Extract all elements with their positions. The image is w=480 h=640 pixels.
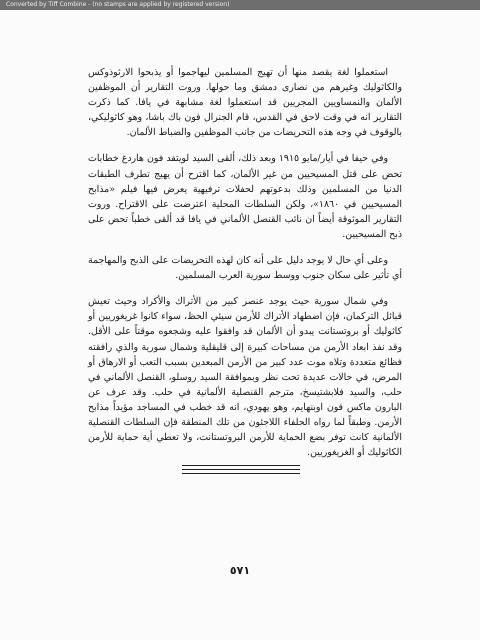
converter-watermark: Converted by Tiff Combine - (no stamps are applied by registered version): [6, 1, 230, 8]
paragraph-1: استعملوا لغة يقصد منها أن تهيج المسلمين ليهاجموا أو يذبحوا الارثوذوكس والكاثوليك وغيرهم من نصارى دمشق وما حولها. وروت التقارير أن الموظفين الألمان والنمساويين المجريين قد استعملوا لغة مشابهة في يافا. كما ذكرت التقارير انه في وقت لاحق في القدس، قام الجنرال فون باك باشا، وهو كاثوليكي، بالوقوف في وجه هذه التحريضات من جانب الموظفين والضباط الألمان.: [88, 67, 402, 139]
section-divider-line: [182, 473, 300, 474]
document-body: [88, 65, 402, 471]
paragraph-4: وفي شمال سورية حيث يوجد عنصر كبير من الأتراك والأكراد وحيث تعيش قبائل التركمان، فإن اضطهاد الأتراك للأرمن سيئي الحظ، سواء كانوا غريغوريين أو كاثوليك أو بروتستانت يبدو أن الألمان قد وافقوا عليه وشجعوه موقتاً على الأقل. وقد نفذ ابعاد الأرمن من مساحات كبيرة إلى قليقلية وشمال سورية والذي رافقته فظائع متعددة وتلاه موت عدد كبير من الأرمن المبعدين بسبب التعب أو الارهاق أو المرض، في حالات عديدة تحت نظر وبموافقة السيد روسلو، القنصل الألماني في حلب، والسيد فلابشتيسخ، مترجم القنصلية الألمانية في حلب. وقد عرف عن البارون ماكس فون اوبنهايم، وهو يهودي، انه قد خطب في المساجد مؤيداً مذابح الأرمن. وطبقاً لما رواه الحلفاء اللاجئون من تلك المنطقة فإن السلطات القنصلية الألمانية كانت توفر بضع الحماية للأرمن البروتستانت، ولا تعطي أية حماية للأرمن الكاثوليك أو الغريغوريين.: [88, 296, 402, 459]
document-page: [0, 10, 480, 640]
converter-header-bar: [0, 0, 480, 10]
paragraph-3: وعلى أي حال لا يوجد دليل على أنه كان لهذه التحريضات على الذبح والمهاجمة أي تأثير على سكان جنوب ووسط سورية العرب المسلمين.: [88, 255, 402, 282]
section-divider-line: [182, 469, 300, 470]
section-divider-line: [182, 465, 300, 466]
page-number: ٥٧١: [229, 564, 251, 577]
paragraph-2: وفي حيفا في أيار/مايو ١٩١٥ وبعد ذلك، ألقى السيد لويتفد فون هاردغ خطابات تحض على قتل المسيحيين من غير الألمان، كما اقترح أن يهيج تطرف الطبقات الدنيا من المسلمين وذلك بدعوتهم لحفلات ترفيهية يعرض فيها فيلم «مذابح المسيحيين في ١٨٦٠»، ولكن السلطات المحلية اعترضت على الاقتراح. وروت التقارير الموثوقة أيضاً ان نائب القنصل الألماني في يافا قد ألقى خطباً تحض على ذبح المسيحيين.: [88, 153, 402, 240]
